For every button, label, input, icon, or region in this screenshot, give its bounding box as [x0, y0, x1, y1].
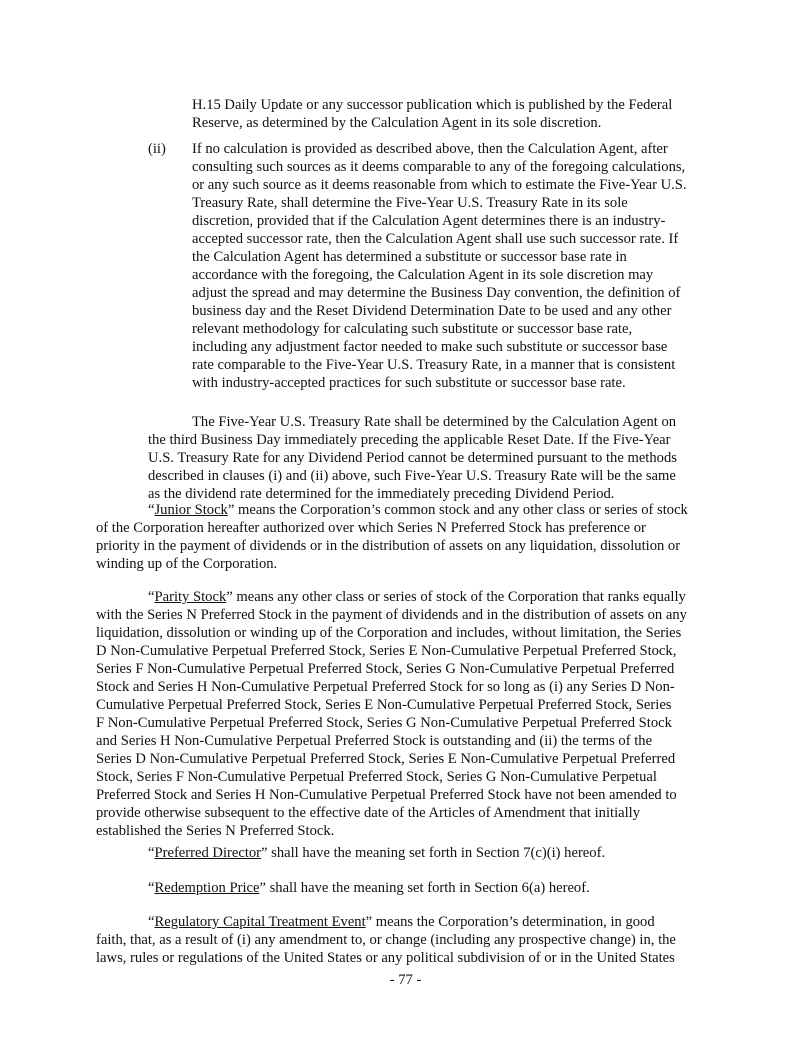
- definition-first-line: [148, 588, 686, 606]
- definition-first-line: [148, 844, 605, 862]
- text-line: faith, that, as a result of (i) any amendment to, or change (including any prospective change) in, the: [96, 932, 676, 948]
- text-line: Cumulative Perpetual Preferred Stock, Series E Non-Cumulative Perpetual Preferred Stock, Series: [96, 697, 672, 713]
- text-line: the Calculation Agent has determined a substitute or successor base rate in: [192, 249, 627, 265]
- text-line: Series F Non-Cumulative Perpetual Preferred Stock, Series G Non-Cumulative Perpetual Preferred: [96, 661, 675, 677]
- text-line: Reserve, as determined by the Calculation Agent in its sole discretion.: [192, 115, 602, 131]
- text-line: H.15 Daily Update or any successor publication which is published by the Federal: [192, 97, 673, 113]
- open-quote: “: [148, 502, 155, 518]
- text-line: priority in the payment of dividends or in the distribution of assets on any liquidation, dissolution or: [96, 538, 681, 554]
- text-line: rate comparable to the Five-Year U.S. Treasury Rate, in a manner that is consistent: [192, 357, 676, 373]
- text-line: with industry-accepted practices for such substitute or successor base rate.: [192, 375, 626, 391]
- text-line: Series D Non-Cumulative Perpetual Preferred Stock, Series E Non-Cumulative Perpetual Preferred: [96, 751, 676, 767]
- defined-term: Junior Stock: [154, 502, 228, 518]
- text-line: provide otherwise subsequent to the effective date of the Articles of Amendment that initially: [96, 805, 641, 821]
- text-line: business day and the Reset Dividend Determination Date to be used and any other: [192, 303, 672, 319]
- text-line: as the dividend rate determined for the immediately preceding Dividend Period.: [148, 486, 615, 502]
- text-line: Stock, Series F Non-Cumulative Perpetual Preferred Stock, Series G Non-Cumulative Perpetual: [96, 769, 657, 785]
- defined-term: Regulatory Capital Treatment Event: [154, 914, 366, 930]
- open-quote: “: [148, 845, 155, 861]
- text-line: relevant methodology for calculating such substitute or successor base rate,: [192, 321, 633, 337]
- text-line: Treasury Rate, shall determine the Five-Year U.S. Treasury Rate in its sole: [192, 195, 628, 211]
- text-line: accordance with the foregoing, the Calculation Agent in its sole discretion may: [192, 267, 654, 283]
- definition-first-line: [148, 879, 590, 897]
- text-line: U.S. Treasury Rate for any Dividend Period cannot be determined pursuant to the methods: [148, 450, 677, 466]
- clause-label: (ii): [148, 141, 166, 157]
- definition-text: ” means the Corporation’s common stock and any other class or series of stock: [227, 502, 688, 518]
- definition-text: ” shall have the meaning set forth in Section 7(c)(i) hereof.: [261, 845, 606, 861]
- text-line: of the Corporation hereafter authorized over which Series N Preferred Stock has preference or: [96, 520, 646, 536]
- text-line: winding up of the Corporation.: [96, 556, 278, 572]
- definition-first-line: [148, 501, 688, 519]
- text-line: Preferred Stock and Series H Non-Cumulative Perpetual Preferred Stock have not been amended to: [96, 787, 677, 803]
- text-line: and Series H Non-Cumulative Perpetual Preferred Stock is outstanding and (ii) the terms of the: [96, 733, 653, 749]
- text-line: D Non-Cumulative Perpetual Preferred Stock, Series E Non-Cumulative Perpetual Preferred Stock,: [96, 643, 677, 659]
- text-line: F Non-Cumulative Perpetual Preferred Stock, Series G Non-Cumulative Perpetual Preferred Stock: [96, 715, 672, 731]
- defined-term: Redemption Price: [154, 880, 260, 896]
- text-line: the third Business Day immediately preceding the applicable Reset Date. If the Five-Year: [148, 432, 671, 448]
- text-line: consulting such sources as it deems comparable to any of the foregoing calculations,: [192, 159, 686, 175]
- text-line: Stock and Series H Non-Cumulative Perpetual Preferred Stock for so long as (i) any Series D Non-: [96, 679, 675, 695]
- text-line: established the Series N Preferred Stock.: [96, 823, 335, 839]
- open-quote: “: [148, 914, 155, 930]
- text-line: with the Series N Preferred Stock in the payment of dividends and in the distribution of assets on any: [96, 607, 687, 623]
- definition-text: ” means any other class or series of stock of the Corporation that ranks equally: [226, 589, 686, 605]
- definition-text: ” shall have the meaning set forth in Section 6(a) hereof.: [259, 880, 590, 896]
- text-line: laws, rules or regulations of the United States or any political subdivision of or in the United States: [96, 950, 675, 966]
- text-line: If no calculation is provided as described above, then the Calculation Agent, after: [192, 141, 668, 157]
- text-line: The Five-Year U.S. Treasury Rate shall be determined by the Calculation Agent on: [192, 414, 677, 430]
- open-quote: “: [148, 589, 155, 605]
- defined-term: Parity Stock: [154, 589, 227, 605]
- defined-term: Preferred Director: [154, 845, 262, 861]
- text-line: described in clauses (i) and (ii) above, such Five-Year U.S. Treasury Rate will be the same: [148, 468, 676, 484]
- text-line: discretion, provided that if the Calculation Agent determines there is an industry-: [192, 213, 666, 229]
- text-line: adjust the spread and may determine the Business Day convention, the definition of: [192, 285, 681, 301]
- definition-first-line: [148, 913, 655, 931]
- definition-text: ” means the Corporation’s determination, in good: [365, 914, 655, 930]
- open-quote: “: [148, 880, 155, 896]
- page-number: - 77 -: [389, 972, 422, 988]
- text-line: liquidation, dissolution or winding up of the Corporation and includes, without limitation, the Series: [96, 625, 682, 641]
- text-line: including any adjustment factor needed to make such substitute or successor base: [192, 339, 668, 355]
- text-line: or any such source as it deems reasonable from which to estimate the Five-Year U.S.: [192, 177, 687, 193]
- text-line: accepted successor rate, then the Calculation Agent shall use such successor rate. If: [192, 231, 679, 247]
